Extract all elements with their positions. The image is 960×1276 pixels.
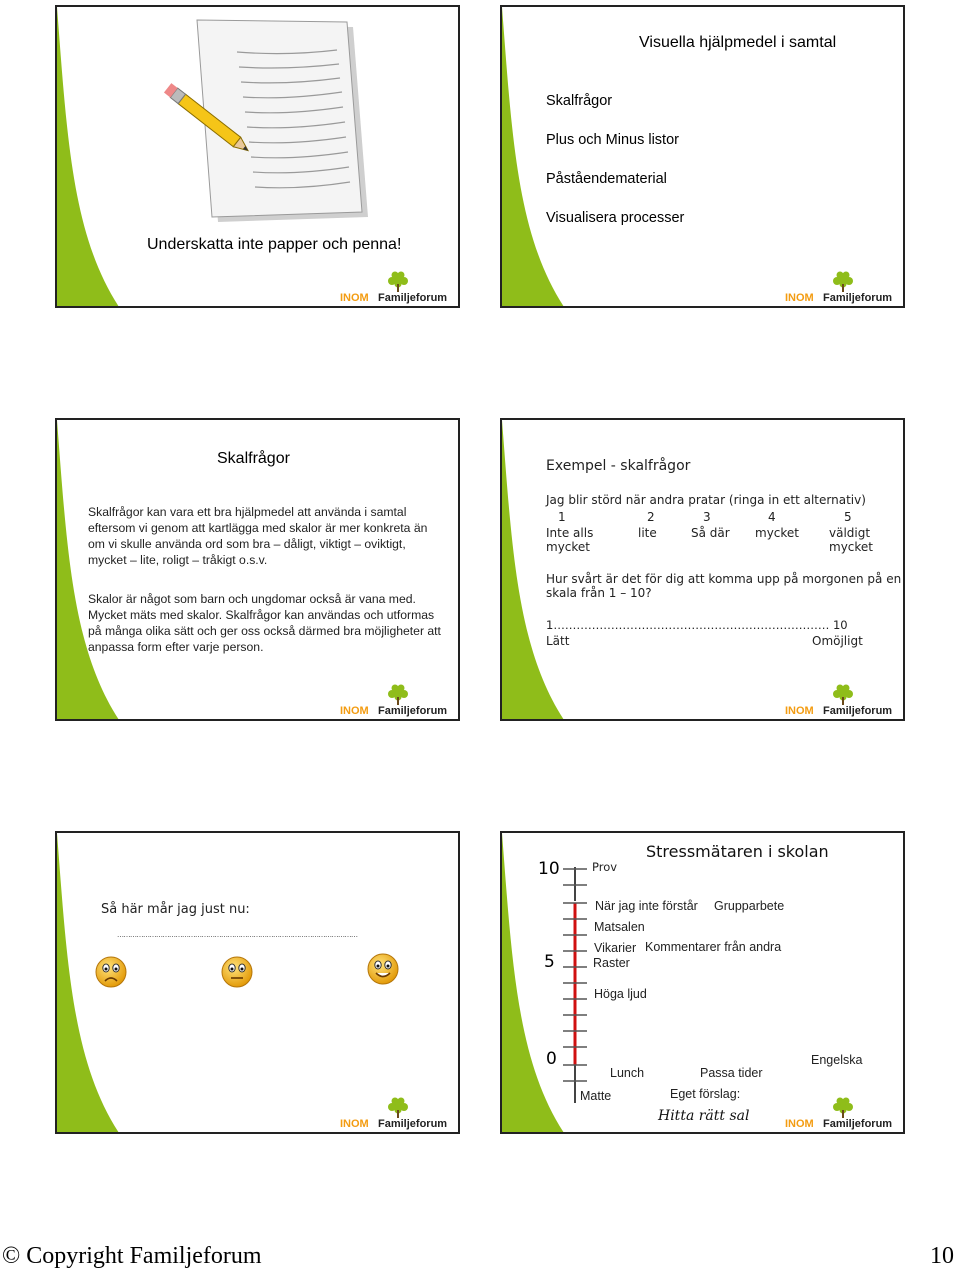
logo-inom: INOM [785,705,814,717]
logo-inom: INOM [785,292,814,304]
footer-copyright: © Copyright Familjeforum [2,1243,262,1269]
label-engelska: Engelska [811,1053,863,1067]
slide3-para2-line-1: Mycket mäts med skalor. Skalfrågor kan användas och utformas [88,608,435,622]
sad-face-icon [94,955,128,989]
slide-sa-har-mar-jag [55,831,460,1134]
slide5-title: Så här mår jag just nu: [101,902,250,917]
slide2-item-1: Plus och Minus listor [546,132,679,148]
label-vikarier: Vikarier [594,941,637,955]
happy-face-icon [366,952,400,986]
slide3-para1-line-3: mycket – lite, roligt – tråkigt o.s.v. [88,553,268,567]
label-passa-tider: Passa tider [700,1066,763,1080]
stress-meter-scale [557,863,597,1108]
slide2-item-2: Påståendematerial [546,171,667,187]
slide4-scale-line: 1……………………………………………………………… 10 [546,618,848,632]
slide4-number-5: 5 [844,510,852,524]
scale-number-10: 10 [538,859,560,879]
slide-stressmataren [500,831,905,1134]
inom-familjeforum-logo [338,1096,454,1130]
logo-familjeforum: Familjeforum [378,292,448,304]
slide-exempel-skalfragor [500,418,905,721]
label-raster: Raster [593,956,630,970]
logo-familjeforum: Familjeforum [823,292,893,304]
label-matsalen: Matsalen [594,920,645,934]
slide4-label-inte-alls: Inte alls [546,526,594,540]
slide1-caption: Underskatta inte papper och penna! [147,236,402,253]
slide-visuella-hjalpmedel [500,5,905,308]
label-grupparbete: Grupparbete [714,899,785,913]
slide6-title: Stressmätaren i skolan [646,842,829,861]
slide4-scale-right: Omöjligt [812,634,863,648]
label-prov: Prov [592,860,618,874]
slide2-item-0: Skalfrågor [546,93,613,109]
label-lunch: Lunch [610,1066,645,1080]
slide4-question1: Jag blir störd när andra pratar (ringa in ett alternativ) [546,493,866,507]
label-matte: Matte [580,1089,612,1103]
slide3-para2-line-2: på många olika sätt och ger oss också därmed bra möjligheter att [88,624,441,638]
slide4-label-mycket-right: mycket [829,540,873,554]
slide3-title: Skalfrågor [217,450,290,467]
logo-familjeforum: Familjeforum [378,1118,448,1130]
slide5-dots: ………………………………………………………………………………………………… [117,931,358,939]
inom-familjeforum-logo [783,270,899,304]
slide-skalfragor [55,418,460,721]
logo-familjeforum: Familjeforum [823,1118,893,1130]
slide4-label-lite: lite [638,526,657,540]
scale-number-5: 5 [544,952,555,972]
slide3-para1-line-0: Skalfrågor kan vara ett bra hjälpmedel att använda i samtal [88,505,407,519]
slide4-label-valdigt: väldigt [829,526,871,540]
paper-pencil-illustration [137,12,377,227]
slide4-title: Exempel - skalfrågor [546,458,691,474]
inom-familjeforum-logo [338,683,454,717]
neutral-face-icon [220,955,254,989]
inom-familjeforum-logo [783,1096,899,1130]
slide3-para2-line-3: anpassa form efter varje person. [88,640,264,654]
slide3-para2-line-0: Skalor är något som barn och ungdomar också är vana med. [88,592,416,606]
logo-familjeforum: Familjeforum [378,705,448,717]
label-eget-forslag: Eget förslag: [670,1087,741,1101]
footer-page-number: 10 [930,1243,954,1269]
slide3-para1-line-1: eftersom vi genom att kartlägga med skalor är mer konkreta än [88,521,428,535]
scale-number-0: 0 [546,1049,557,1069]
logo-inom: INOM [785,1118,814,1130]
slide4-scale-left: Lätt [546,634,570,648]
label-hoga-ljud: Höga ljud [594,987,647,1001]
inom-familjeforum-logo [783,683,899,717]
logo-inom: INOM [340,292,369,304]
slide4-number-4: 4 [768,510,776,524]
slide-papper-penna [55,5,460,308]
logo-familjeforum: Familjeforum [823,705,893,717]
slide4-number-2: 2 [647,510,655,524]
slide4-question2-line1: Hur svårt är det för dig att komma upp på morgonen på en [546,572,902,586]
slide3-para1-line-2: om vi skulle använda ord som bra – dåligt, viktigt – oviktigt, [88,537,406,551]
logo-inom: INOM [340,705,369,717]
slide4-label-mycket: mycket [755,526,799,540]
slide4-question2-line2: skala från 1 – 10? [546,586,652,600]
slide2-item-3: Visualisera processer [546,210,685,226]
slide4-label-sa-dar: Så där [691,526,730,540]
inom-familjeforum-logo [338,270,454,304]
label-kommentarer: Kommentarer från andra [645,940,782,954]
slide2-title: Visuella hjälpmedel i samtal [639,34,837,51]
slide4-label-mycket-left: mycket [546,540,590,554]
slide4-number-3: 3 [703,510,711,524]
slide4-number-1: 1 [558,510,566,524]
label-hitta-ratt-sal: Hitta rätt sal [658,1108,750,1124]
label-nar-jag-inte-forstar: När jag inte förstår [595,899,698,913]
logo-inom: INOM [340,1118,369,1130]
